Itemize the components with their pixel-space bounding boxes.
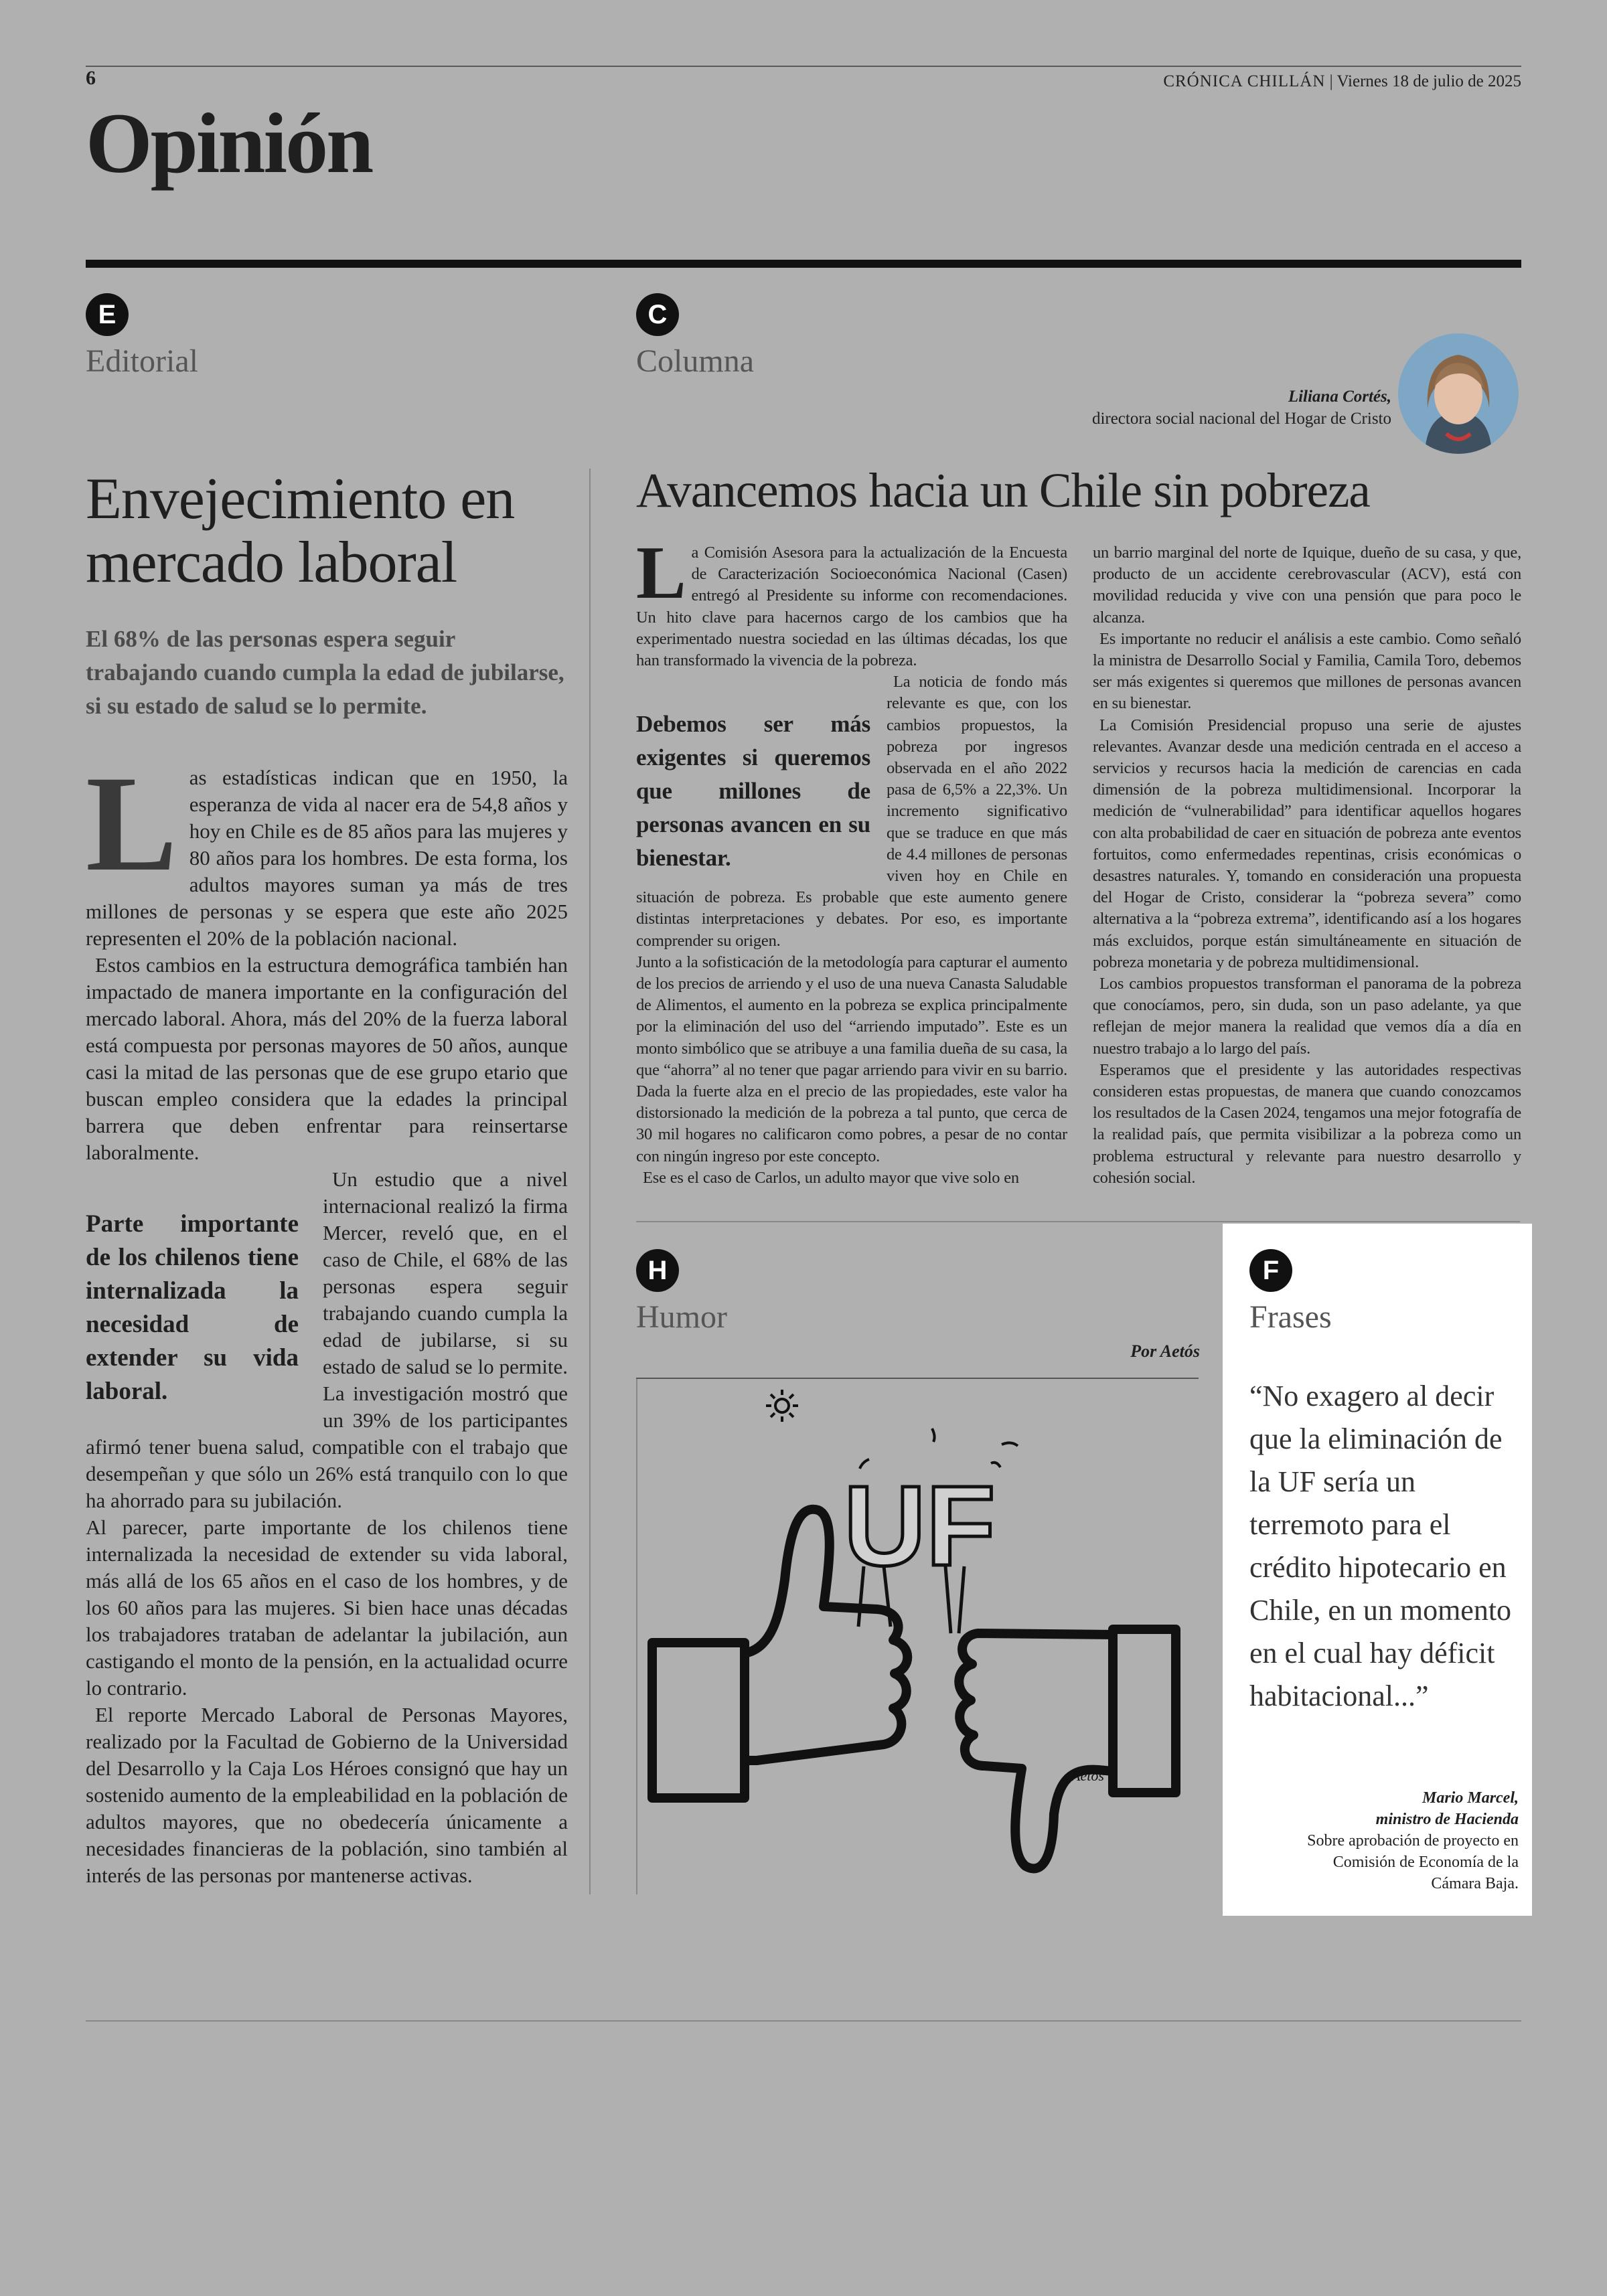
columna-left-column [636, 531, 1067, 1189]
columna-paragraph-4a: Ese es el caso de Carlos, un adulto mayor que vive solo en [643, 1168, 1019, 1187]
columna-paragraph-8: Esperamos que el presidente y las autoridades respectivas consideren estas propuestas, de manera que cuando conozcamos los resultados de la Casen 2024, tengamos una mejor fotografía de la realidad país, que permita visibilizar a la pobreza como un problema estructural y relevante para nuestro desarrollo y cohesión social. [1093, 1060, 1521, 1187]
editorial-headline: Envejecimiento en mercado laboral [86, 467, 515, 596]
quote-context: Sobre aprobación de proyecto en Comisión de Economía de la Cámara Baja. [1307, 1832, 1519, 1892]
columna-paragraph-2: La noticia de fondo más relevante es que, con los cambios propuestos, la pobreza por ingresos observada en el año 2022 pasa de 6,5% a 22,3%. Un incremento significativo que se traduce en que más de 4.4 millones de personas viven hoy en Chile en situación de pobreza. Es probable que este aumento genere distintas interpretaciones y debates. Por eso, es importante comprender su origen. [636, 673, 1067, 950]
editorial-paragraph-4: Al parecer, parte importante de los chilenos tiene internalizada la necesidad de extender su vida laboral, más allá de los 65 años en el caso de los hombres, y de los 60 años para las mujeres. Si bien hace unas décadas los trabajadores trataban de adelantar la jubilación, aun castigando el monto de la pensión, en la actualidad ocurre lo contrario. [86, 1515, 568, 1700]
section-rule [86, 260, 1521, 268]
editorial-article [86, 467, 568, 1889]
author-role: directora social nacional del Hogar de Cristo [1091, 410, 1391, 428]
frases-badge: F [1249, 1249, 1292, 1292]
frases-box [1223, 1224, 1532, 1916]
columna-headline: Avancemos hacia un Chile sin pobreza [636, 463, 1370, 517]
masthead-separator: | [1329, 72, 1337, 90]
editorial-badge: E [86, 293, 129, 336]
editorial-deck: El 68% de las personas espera seguir trabajando cuando cumpla la edad de jubilarse, si su estado de salud se lo permite. [86, 626, 564, 720]
editorial-dropcap: L [86, 748, 177, 900]
columna-paragraph-7: Los cambios propuestos transforman el panorama de la pobreza que conocíamos, pero, sin duda, son un paso adelante, ya que reflejan de mejor manera la realidad que vemos día a día en nuestro trabajo a lo largo del país. [1093, 975, 1521, 1058]
columna-bottom-rule [636, 1221, 1520, 1222]
column-divider [589, 469, 591, 1894]
top-rule [86, 66, 1521, 67]
thumbs-down-icon [959, 1629, 1176, 1868]
page-number: 6 [86, 67, 96, 89]
editorial-paragraph-5: El reporte Mercado Laboral de Personas Mayores, realizado por la Facultad de Gobierno de la Universidad del Desarrollo y la Caja Los Héroes consignó que hay un sostenido aumento de la empleabilidad en la población de adultos mayores, que no obedecería únicamente a necesidades financieras de la población, sino también al interés de las personas por mantenerse activas. [86, 1703, 568, 1888]
columna-pullquote: Debemos ser más exigentes si queremos que millones de personas avancen en su bienestar. [636, 711, 870, 872]
editorial-paragraph-3: Un estudio que a nivel internacional realizó la firma Mercer, reveló que, en el caso de Chile, el 68% de las personas espera seguir trabajando cuando cumpla la edad de jubilarse, si su estado de salud se lo permite. La investigación mostró que un 39% de los participantes afirmó tener buena salud, compatible con el trabajo que desempeñan y que sólo un 26% está tranquilo con lo que ha ahorrado para su jubilación. [86, 1167, 568, 1513]
publication-date: Viernes 18 de julio de 2025 [1336, 72, 1521, 90]
columna-paragraph-4b: un barrio marginal del norte de Iquique, dueño de su casa, y que, producto de un accidente cerebrovascular (ACV), está con movilidad reducida y vive con una pensión que para poco le alcanza. [1093, 544, 1521, 627]
columna-paragraph-2-lead [636, 671, 1067, 952]
author-photo [1398, 333, 1519, 454]
editorial-pullquote: Parte importante de los chilenos tiene internalizada la necesidad de extender su vida laboral. [86, 1210, 299, 1406]
speaker-role: ministro de Hacienda [1375, 1811, 1519, 1828]
frases-quote: “No exagero al decir que la eliminación de la UF sería un terremoto para el crédito hipotecario en Chile, en un momento en el cual hay déficit habitacional...” [1249, 1380, 1512, 1712]
speaker-name: Mario Marcel, [1422, 1789, 1519, 1807]
bottom-rule [86, 2020, 1521, 2022]
columna-paragraph-3: Junto a la sofisticación de la metodología para capturar el aumento de los precios de arriendo y el uso de una nueva Canasta Saludable de Alimentos, el aumento en la pobreza se explica principalmente por la eliminación del uso del “arriendo imputado”. Este es un monto simbólico que se atribuye a una familia dueña de su casa, la que “ahorra” al no tener que pagar arriendo para vivir en su barrio. Dada la fuerte alza en el precio de las propiedades, este valor ha distorsionado la medición de la pobreza a tal punto, que cerca de 30 mil hogares no calificaron como pobres, a pesar de no contar con ningún ingreso por este concepto. [636, 953, 1067, 1165]
humor-byline: Por Aetós [1130, 1341, 1200, 1361]
columna-paragraph-1: a Comisión Asesora para la actualización de la Encuesta de Caracterización Socioeconómica Nacional (Casen) entregó al Presidente su informe con recomendaciones. Un hito clave para hacernos cargo de los cambios que ha experimentado nuestra sociedad en las últimas décadas, los que han transformado la vivencia de la pobreza. [636, 544, 1067, 670]
columna-author [1092, 386, 1391, 430]
uf-letters [844, 1463, 996, 1590]
humor-left-rule [636, 1379, 637, 1894]
editorial-paragraph-1: as estadísticas indican que en 1950, la esperanza de vida al nacer era de 54,8 años y hoy en Chile es de 85 años para las mujeres y 80 años para los hombres. De esta forma, los adultos mayores suman ya más de tres millones de personas y se espera que este año 2025 representen el 20% de la población nacional. [86, 766, 568, 951]
humor-kicker: Humor [636, 1299, 727, 1335]
columna-paragraph-5: Es importante no reducir el análisis a este cambio. Como señaló la ministra de Desarrollo Social y Familia, Camila Toro, debemos ser más exigentes si queremos que millones de personas avancen en su bienestar. [1093, 629, 1521, 713]
editorial-paragraph-2: Estos cambios en la estructura demográfica también han impactado de manera importante en la configuración del mercado laboral. Ahora, más del 20% de la fuerza laboral está compuesta por personas mayores de 50 años, aunque casi la mitad de las personas que de ese grupo etario que buscan empleo considera que la edades la principal barrera que deben enfrentar para reinsertarse laboralmente. [86, 953, 568, 1165]
masthead [1163, 72, 1521, 91]
frases-attribution [1291, 1787, 1519, 1894]
author-name: Liliana Cortés, [1288, 388, 1391, 406]
publication-name: CRÓNICA CHILLÁN [1163, 72, 1326, 90]
columna-kicker: Columna [636, 343, 754, 379]
editorial-kicker: Editorial [86, 343, 198, 379]
uf-text: UF [844, 1463, 996, 1590]
humor-badge: H [636, 1249, 679, 1292]
section-title: Opinión [86, 96, 372, 191]
frases-kicker: Frases [1249, 1299, 1332, 1335]
humor-top-rule [636, 1378, 1199, 1379]
columna-badge: C [636, 293, 679, 336]
columna-dropcap: L [636, 531, 686, 614]
humor-cartoon [643, 1386, 1192, 1894]
columna-right-column [1093, 542, 1521, 1189]
columna-paragraph-6: La Comisión Presidencial propuso una serie de ajustes relevantes. Avanzar desde una medición centrada en el acceso a servicios y recursos hacia la medición de carencias en cada dimensión de la pobreza multidimensional. Incorporar la medición de “vulnerabilidad” para identificar aquellos hogares con alta probabilidad de caer en situación de pobreza ante eventos fortuitos, como enfermedades repentinas, crisis económicas o desastres naturales. Y, tomando en consideración una propuesta del Hogar de Cristo, considerar la “pobreza severa” como alternativa a la “pobreza extrema”, identificando así a los hogares más excluidos, porque están simultáneamente en situación de pobreza monetaria y de pobreza multidimensional. [1093, 716, 1521, 971]
cartoon-signature: Aetós [1071, 1767, 1104, 1784]
editorial-body [86, 748, 568, 1889]
